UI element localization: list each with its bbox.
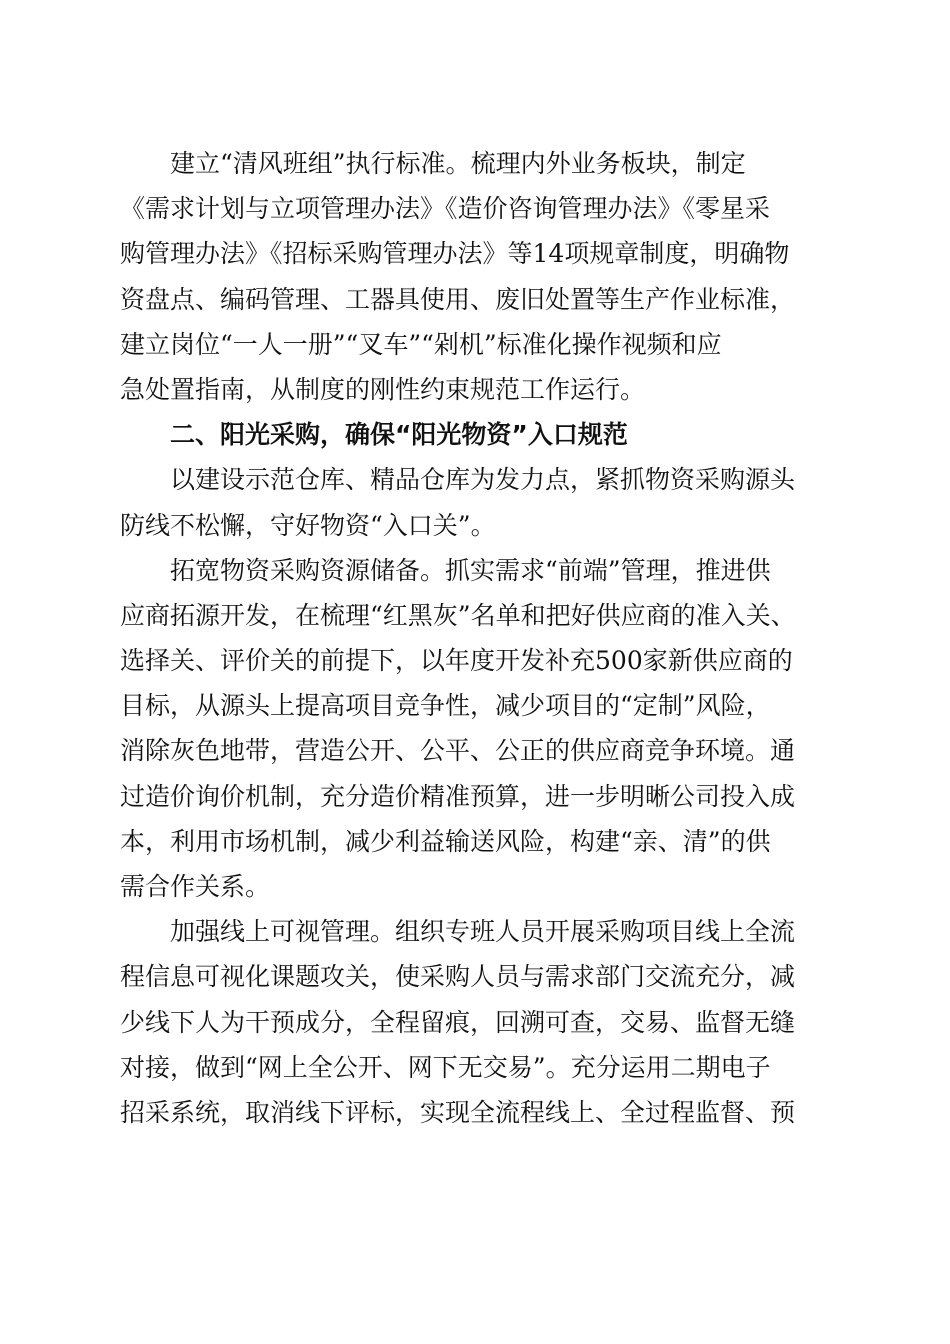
- text-line: 消除灰色地带，营造公开、公平、公正的供应商竞争环境。通: [120, 736, 796, 766]
- paragraph-qingfeng-standard: [120, 141, 836, 412]
- text-line: 资盘点、编码管理、工器具使用、废旧处置等生产作业标准，: [120, 284, 796, 314]
- heading-line: 二、阳光采购，确保“阳光物资”入口规范: [170, 420, 628, 450]
- text-line: 目标，从源头上提高项目竞争性，减少项目的“定制”风险，: [120, 691, 771, 721]
- paragraph-procurement-reserve: [120, 548, 836, 910]
- text-line: 少线下人为干预成分，全程留痕，回溯可查，交易、监督无缝: [120, 1007, 796, 1037]
- document-page: [120, 141, 836, 1135]
- text-line: 《需求计划与立项管理办法》《造价咨询管理办法》《零星采: [120, 194, 771, 224]
- text-line: 购管理办法》《招标采购管理办法》等14项规章制度，明确物: [120, 239, 790, 269]
- text-line: 防线不松懈，守好物资“入口关”。: [120, 510, 496, 540]
- text-line: 加强线上可视管理。组织专班人员开展采购项目线上全流: [170, 917, 796, 947]
- text-line: 本，利用市场机制，减少利益输送风险，构建“亲、清”的供: [120, 826, 771, 856]
- text-line: 需合作关系。: [120, 872, 271, 901]
- text-line: 建立“清风班组”执行标准。梳理内外业务板块，制定: [170, 149, 746, 178]
- text-line: 应商拓源开发，在梳理“红黑灰”名单和把好供应商的准入关、: [120, 600, 796, 630]
- text-line: 招采系统，取消线下评标，实现全流程线上、全过程监督、预: [120, 1097, 796, 1127]
- text-line: 对接，做到“网上全公开、网下无交易”。充分运用二期电子: [120, 1052, 771, 1082]
- text-line: 急处置指南，从制度的刚性约束规范工作运行。: [120, 374, 646, 404]
- paragraph-online-visual-management: [120, 909, 836, 1135]
- text-line: 程信息可视化课题攻关，使采购人员与需求部门交流充分，减: [120, 962, 796, 992]
- text-line: 以建设示范仓库、精品仓库为发力点，紧抓物资采购源头: [170, 465, 796, 495]
- text-line: 过造价询价机制，充分造价精准预算，进一步明晰公司投入成: [120, 781, 796, 811]
- text-line: 选择关、评价关的前提下，以年度开发补充500家新供应商的: [120, 646, 793, 676]
- paragraph-intro: [120, 457, 836, 547]
- text-line: 拓宽物资采购资源储备。抓实需求“前端”管理，推进供: [170, 555, 771, 585]
- section-heading: [120, 412, 836, 457]
- text-line: 建立岗位“一人一册”“叉车”“剁机”标准化操作视频和应: [120, 329, 722, 359]
